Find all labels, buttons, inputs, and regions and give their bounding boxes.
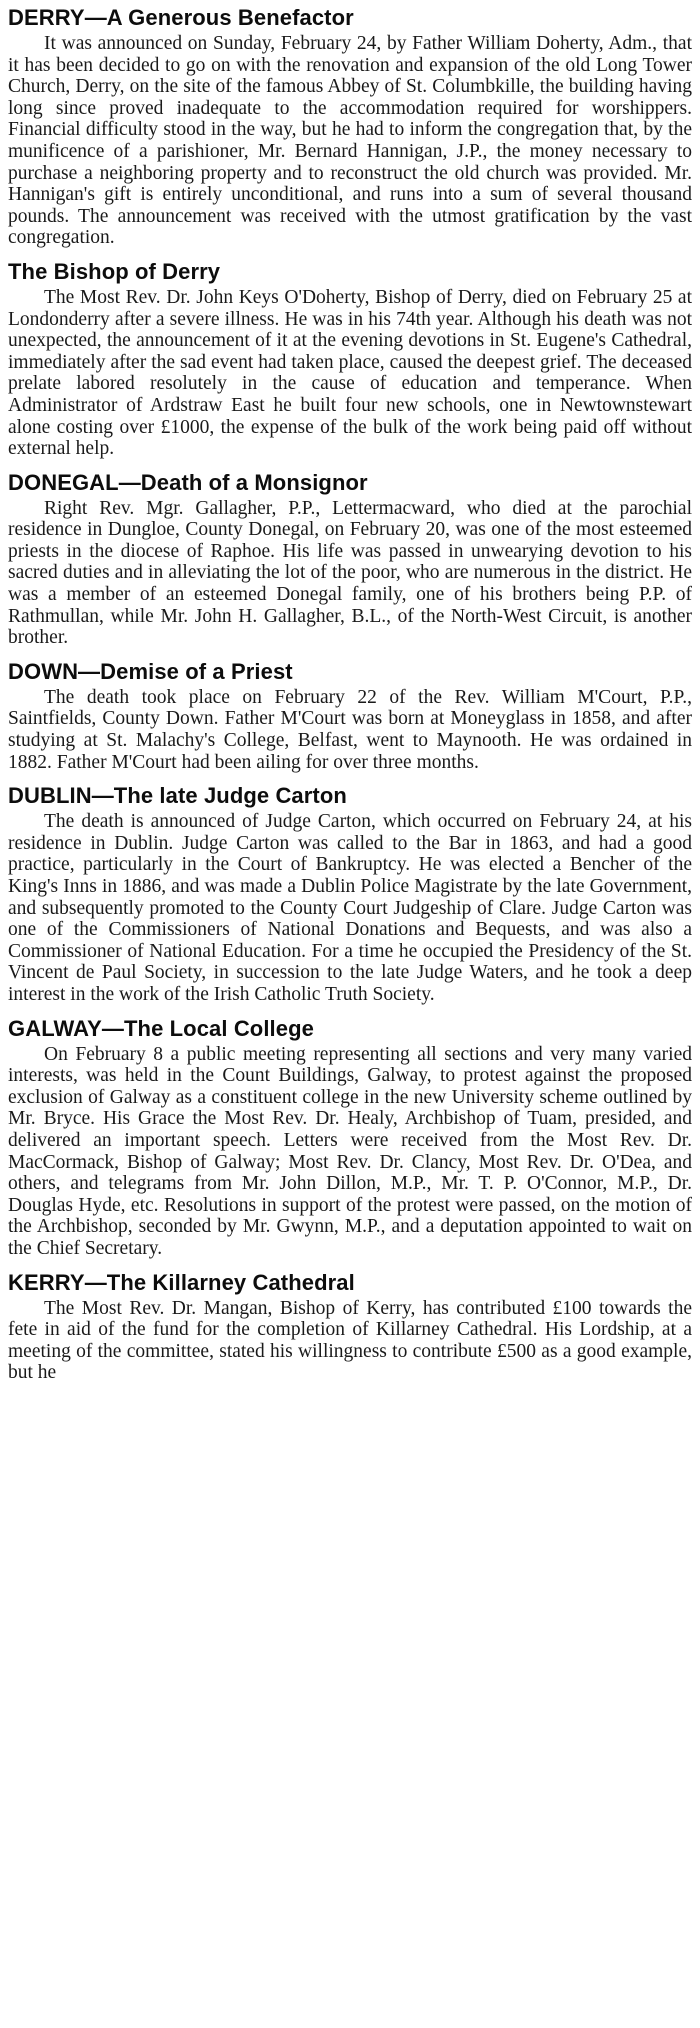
- article-bishop-of-derry: [8, 258, 692, 460]
- article-kerry-cathedral: [8, 1269, 692, 1384]
- article-headline: DUBLIN—The late Judge Carton: [8, 783, 347, 809]
- article-body: On February 8 a public meeting representing all sections and very many varied interests, was held in the Count Buildings, Galway, to protest against the proposed exclusion of Galway as a constituent college in the new University scheme outlined by Mr. Bryce. His Grace the Most Rev. Dr. Healy, Archbishop of Tuam, presided, and delivered an important speech. Letters were received from the Most Rev. Dr. MacCormack, Bishop of Galway; Most Rev. Dr. Clancy, Most Rev. Dr. O'Dea, and others, and telegrams from Mr. John Dillon, M.P., Mr. T. P. O'Connor, M.P., Dr. Douglas Hyde, etc. Resolutions in support of the protest were passed, on the motion of the Archbishop, seconded by Mr. Gwynn, M.P., and a deputation appointed to wait on the Chief Secretary.: [8, 1043, 692, 1259]
- article-body: Right Rev. Mgr. Gallagher, P.P., Lettermacward, who died at the parochial residence in Dungloe, County Donegal, on February 20, was one of the most esteemed priests in the diocese of Raphoe. His life was passed in unwearying devotion to his sacred duties and in alleviating the lot of the poor, who are numerous in the district. He was a member of an esteemed Donegal family, one of his brothers being P.P. of Rathmullan, while Mr. John H. Gallagher, B.L., of the North-West Circuit, is another brother.: [8, 497, 692, 649]
- article-body: The death is announced of Judge Carton, which occurred on February 24, at his residence in Dublin. Judge Carton was called to the Bar in 1863, and had a good practice, particularly in the Court of Bankruptcy. He was elected a Bencher of the King's Inns in 1886, and was made a Dublin Police Magistrate by the late Government, and subsequently promoted to the County Court Judgeship of Clare. Judge Carton was one of the Commissioners of National Donations and Bequests, and was also a Commissioner of National Education. For a time he occupied the Presidency of the St. Vincent de Paul Society, in succession to the late Judge Waters, and he took a deep interest in the work of the Irish Catholic Truth Society.: [8, 811, 692, 1005]
- article-headline: The Bishop of Derry: [8, 258, 221, 284]
- article-headline: DONEGAL—Death of a Monsignor: [8, 469, 368, 495]
- article-headline: DOWN—Demise of a Priest: [8, 658, 293, 684]
- article-headline: KERRY—The Killarney Cathedral: [8, 1269, 355, 1295]
- article-dublin-judge-carton: [8, 782, 692, 1005]
- article-galway-college: [8, 1015, 692, 1260]
- article-donegal-monsignor: [8, 469, 692, 649]
- article-derry-benefactor: [8, 4, 692, 249]
- article-body: The death took place on February 22 of the Rev. William M'Court, P.P., Saintfields, County Down. Father M'Court was born at Moneyglass in 1858, and after studying at St. Malachy's College, Belfast, went to Maynooth. He was ordained in 1882. Father M'Court had been ailing for over three months.: [8, 686, 692, 773]
- article-headline: DERRY—A Generous Benefactor: [8, 5, 354, 30]
- article-headline: GALWAY—The Local College: [8, 1015, 314, 1041]
- article-body: It was announced on Sunday, February 24, by Father William Doherty, Adm., that it has been decided to go on with the renovation and expansion of the old Long Tower Church, Derry, on the site of the famous Abbey of St. Columbkille, the building having long since proved inadequate to the accommodation required for worshippers. Financial difficulty stood in the way, but he had to inform the congregation that, by the munificence of a parishioner, Mr. Bernard Hannigan, J.P., the money necessary to purchase a neighboring property and to reconstruct the old church was provided. Mr. Hannigan's gift is entirely unconditional, and runs into a sum of several thousand pounds. The announcement was received with the utmost gratification by the vast congregation.: [8, 33, 692, 249]
- article-body: The Most Rev. Dr. Mangan, Bishop of Kerry, has contributed £100 towards the fete in aid of the fund for the completion of Killarney Cathedral. His Lordship, at a meeting of the committee, stated his willingness to contribute £500 as a good example, but he: [8, 1297, 692, 1384]
- article-body: The Most Rev. Dr. John Keys O'Doherty, Bishop of Derry, died on February 25 at Londonderry after a severe illness. He was in his 74th year. Although his death was not unexpected, the announcement of it at the evening devotions in St. Eugene's Cathedral, immediately after the sad event had taken place, caused the deepest grief. The deceased prelate labored resolutely in the cause of education and temperance. When Administrator of Ardstraw East he built four new schools, one in Newtownstewart alone costing over £1000, the expense of the bulk of the work being paid off without external help.: [8, 286, 692, 460]
- article-down-priest: [8, 658, 692, 773]
